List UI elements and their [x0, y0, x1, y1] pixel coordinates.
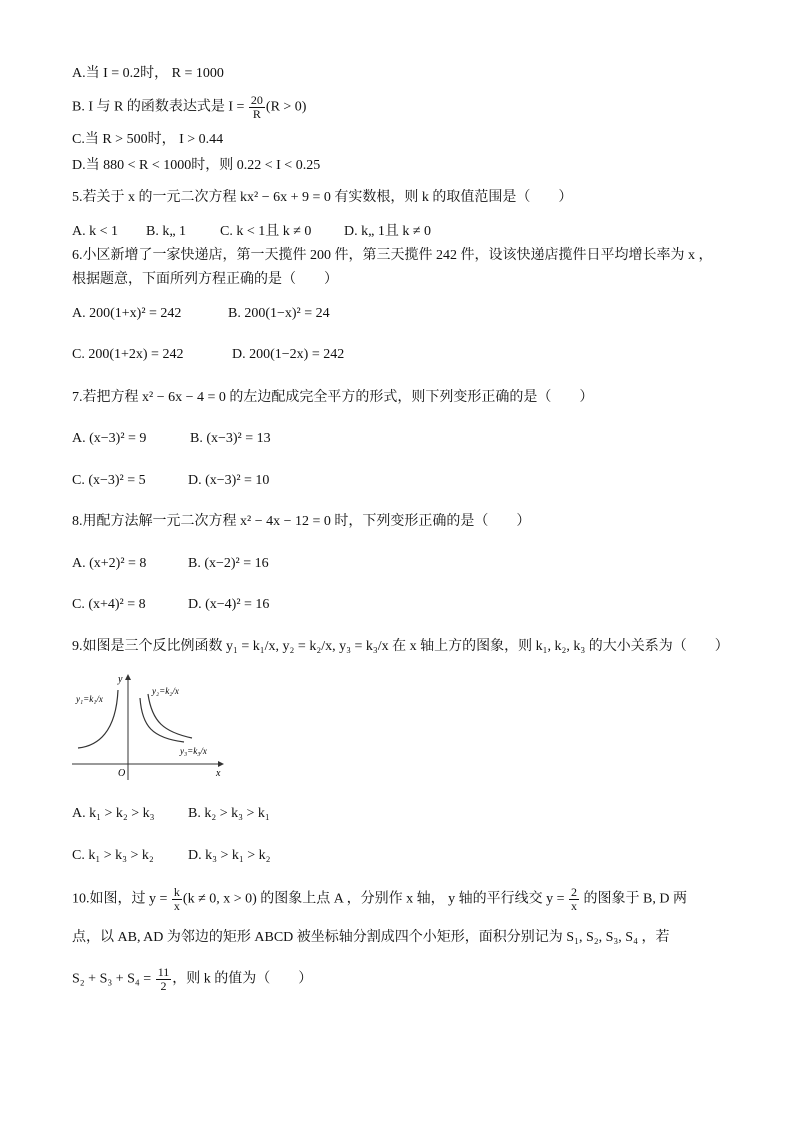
curve-y3 — [148, 694, 192, 738]
q9-option-a: A. k₁ > k₂ > k₃ — [72, 806, 155, 821]
q4-option-b-suffix: (R > 0) — [265, 99, 307, 115]
q4-option-b-prefix: B. I 与 R 的函数表达式是 I = — [72, 99, 248, 115]
q10-line3-prefix: S₂ + S₃ + S₄ = — [72, 971, 155, 987]
q9-stem-suffix: 在 x 轴上方的图象，则 k₁, k₂, k₃ 的大小关系为（ ） — [388, 639, 729, 654]
q4-option-a: A.当 I = 0.2时， R = 1000 — [72, 66, 224, 81]
curve-y2 — [140, 698, 184, 742]
q10-frac-2-x — [569, 886, 579, 913]
q10-frac2-den: x — [571, 899, 578, 913]
q4-option-d: D.当 880 < R < 1000时，则 0.22 < I < 0.25 — [72, 158, 321, 173]
label-y: y — [118, 674, 123, 685]
q10-frac1-num: k — [173, 885, 180, 899]
q5-option-d: D. k„ 1且 k ≠ 0 — [344, 224, 432, 239]
q8-option-a: A. (x+2)² = 8 — [72, 556, 147, 571]
q9-stem-functions: y₁ = k₁/x, y₂ = k₂/x, y₃ = k₃/x — [226, 639, 389, 654]
q10-frac2-num: 2 — [571, 885, 578, 899]
y-axis-arrow — [125, 674, 131, 680]
q5-option-b: B. k„ 1 — [146, 224, 187, 239]
q6-option-a: A. 200(1+x)² = 242 — [72, 306, 182, 321]
q6-stem-line1: 6.小区新增了一家快递店，第一天揽件 200 件，第三天揽件 242 件，设该快递店揽件日平均增长率为 x ， — [72, 248, 713, 263]
x-axis-arrow — [218, 761, 224, 767]
q4-fraction — [249, 94, 265, 121]
q8-option-c: C. (x+4)² = 8 — [72, 597, 146, 612]
q10-frac3-num: 11 — [157, 965, 170, 979]
q10-frac-k-x — [172, 886, 182, 913]
q8-option-b: B. (x−2)² = 16 — [188, 556, 269, 571]
q10-frac3-den: 2 — [160, 979, 167, 993]
q7-stem: 7.若把方程 x² − 6x − 4 = 0 的左边配成完全平方的形式，则下列变形正确的是（ ） — [72, 390, 594, 405]
q10-line1-mid: (k ≠ 0, x > 0) 的图象上点 A ，分别作 x 轴， y 轴的平行线交 y = — [182, 891, 569, 907]
q7-option-c: C. (x−3)² = 5 — [72, 473, 146, 488]
q7-option-b: B. (x−3)² = 13 — [190, 431, 271, 446]
q9-option-c: C. k₁ > k₃ > k₂ — [72, 848, 154, 863]
q10-line1-prefix: 10.如图，过 y = — [72, 891, 171, 907]
q6-option-b: B. 200(1−x)² = 24 — [228, 306, 330, 321]
q8-option-d: D. (x−4)² = 16 — [188, 597, 270, 612]
label-x: x — [216, 768, 221, 779]
q9-graph-figure — [72, 672, 232, 789]
q6-stem-line2: 根据题意，下面所列方程正确的是（ ） — [72, 272, 338, 287]
q9-option-d: D. k₃ > k₁ > k₂ — [188, 848, 271, 863]
q4-option-b — [72, 94, 306, 121]
q9-option-b: B. k₂ > k₃ > k₁ — [188, 806, 270, 821]
q5-option-c: C. k < 1且 k ≠ 0 — [220, 224, 312, 239]
q10-line3 — [72, 966, 312, 993]
q10-frac1-den: x — [173, 899, 180, 913]
label-y3: y₃=k₃/x — [180, 746, 207, 756]
q4-frac-num: 20 — [250, 93, 263, 107]
label-y2: y₂=k₂/x — [152, 686, 179, 696]
q7-option-d: D. (x−3)² = 10 — [188, 473, 270, 488]
label-origin: O — [118, 768, 126, 779]
q10-line3-suffix: ，则 k 的值为（ ） — [172, 971, 313, 987]
q10-line1-suffix: 的图象于 B, D 两 — [580, 891, 687, 907]
q8-stem: 8.用配方法解一元二次方程 x² − 4x − 12 = 0 时，下列变形正确的是（ ） — [72, 514, 531, 529]
q5-option-a: A. k < 1 — [72, 224, 119, 239]
q9-graph-svg — [72, 672, 232, 784]
q10-line2: 点，以 AB, AD 为邻边的矩形 ABCD 被坐标轴分割成四个小矩形，面积分别记为 S₁, S₂, S₃, S₄ ，若 — [72, 930, 670, 945]
label-y1: y₁=k₁/x — [76, 694, 103, 704]
q5-stem: 5.若关于 x 的一元二次方程 kx² − 6x + 9 = 0 有实数根，则 k 的取值范围是（ ） — [72, 190, 573, 205]
q6-option-c: C. 200(1+2x) = 242 — [72, 347, 184, 362]
q10-frac-11-2 — [156, 966, 172, 993]
q4-frac-den: R — [252, 107, 261, 121]
q10-line1 — [72, 886, 687, 913]
q7-option-a: A. (x−3)² = 9 — [72, 431, 147, 446]
q4-option-c: C.当 R > 500时， I > 0.44 — [72, 132, 224, 147]
q6-option-d: D. 200(1−2x) = 242 — [232, 347, 345, 362]
q9-stem — [72, 637, 729, 657]
q9-stem-prefix: 9.如图是三个反比例函数 — [72, 639, 226, 654]
